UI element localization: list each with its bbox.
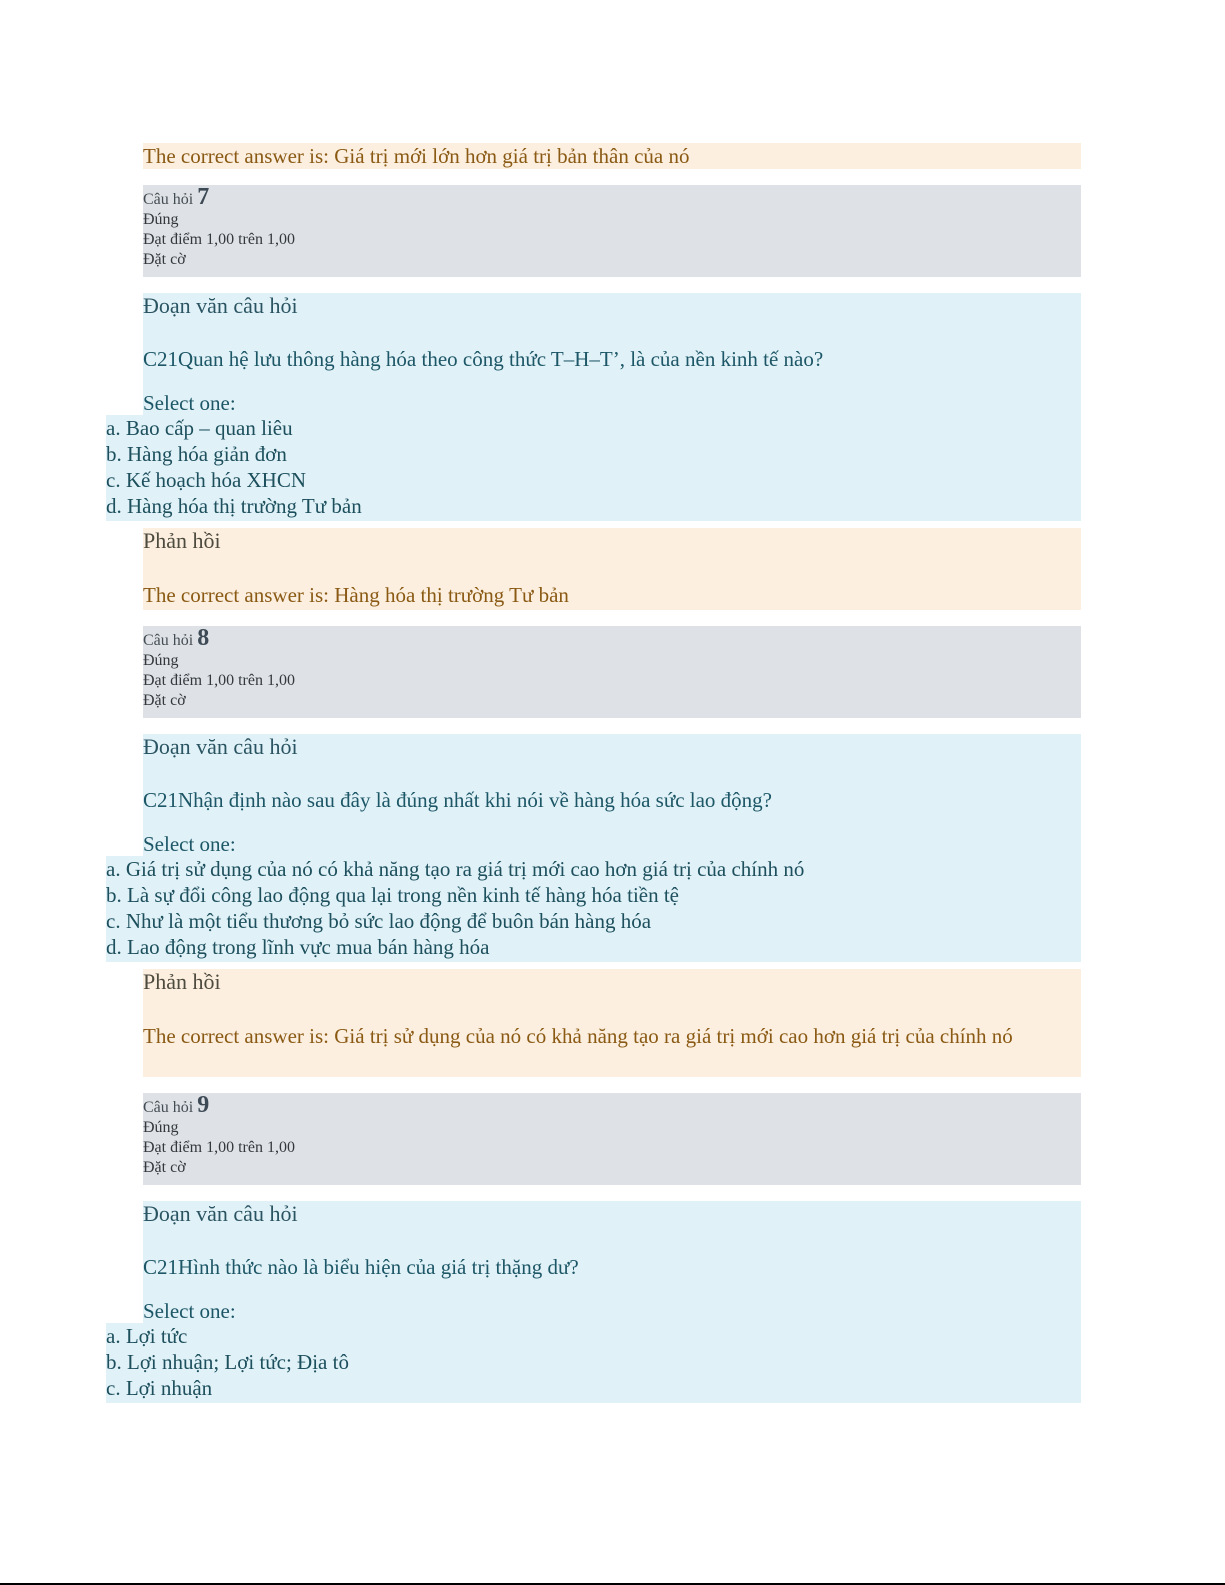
select-one-prompt: Select one: — [143, 832, 236, 856]
question-grade: Đạt điểm 1,00 trên 1,00 — [143, 1139, 295, 1156]
feedback-text: The correct answer is: Giá trị sử dụng của nó có khả năng tạo ra giá trị mới cao hơn giá trị của chính nó — [143, 1024, 1013, 1048]
answer-options — [106, 856, 1081, 962]
answer-option-b[interactable]: b. Là sự đổi công lao động qua lại trong nền kinh tế hàng hóa tiền tệ — [106, 883, 679, 907]
feedback-box-7 — [143, 528, 1081, 610]
question-state: Đúng — [143, 652, 179, 669]
question-text: C21Hình thức nào là biểu hiện của giá trị thặng dư? — [143, 1255, 579, 1279]
question-text: C21Quan hệ lưu thông hàng hóa theo công thức T–H–T’, là của nền kinh tế nào? — [143, 347, 824, 371]
answer-option-c[interactable]: c. Như là một tiểu thương bỏ sức lao động để buôn bán hàng hóa — [106, 909, 652, 933]
answer-option-b[interactable]: b. Lợi nhuận; Lợi tức; Địa tô — [106, 1350, 349, 1374]
answer-option-d[interactable]: d. Lao động trong lĩnh vực mua bán hàng hóa — [106, 935, 490, 959]
question-grade: Đạt điểm 1,00 trên 1,00 — [143, 672, 295, 689]
question-info-9 — [143, 1093, 1081, 1185]
answer-option-c[interactable]: c. Lợi nhuận — [106, 1376, 213, 1400]
answer-option-a[interactable]: a. Giá trị sử dụng của nó có khả năng tạo ra giá trị mới cao hơn giá trị của chính nó — [106, 857, 805, 881]
feedback-title: Phản hồi — [143, 969, 221, 994]
feedback-title: Phản hồi — [143, 528, 221, 553]
question-number: 8 — [197, 625, 210, 651]
question-grade: Đạt điểm 1,00 trên 1,00 — [143, 231, 295, 248]
question-label: Câu hỏi — [143, 1099, 194, 1116]
question-text-title: Đoạn văn câu hỏi — [143, 734, 298, 759]
answer-option-a[interactable]: a. Lợi tức — [106, 1324, 188, 1348]
feedback-box-prev — [143, 143, 1081, 169]
question-text-box-7 — [106, 293, 1081, 521]
feedback-box-8 — [143, 969, 1081, 1077]
question-info-7 — [143, 185, 1081, 277]
question-number-line — [143, 1092, 1081, 1118]
question-info-8 — [143, 626, 1081, 718]
question-text: C21Nhận định nào sau đây là đúng nhất khi nói về hàng hóa sức lao động? — [143, 788, 773, 812]
feedback-text: The correct answer is: Hàng hóa thị trường Tư bản — [143, 583, 569, 607]
flag-question-link[interactable]: Đặt cờ — [143, 251, 186, 268]
question-label: Câu hỏi — [143, 191, 194, 208]
answer-options — [106, 415, 1081, 521]
answer-option-b[interactable]: b. Hàng hóa giản đơn — [106, 442, 287, 466]
question-state: Đúng — [143, 211, 179, 228]
question-text-title: Đoạn văn câu hỏi — [143, 1201, 298, 1226]
question-label: Câu hỏi — [143, 632, 194, 649]
flag-question-link[interactable]: Đặt cờ — [143, 692, 186, 709]
answer-options — [106, 1323, 1081, 1403]
question-text-box-9 — [106, 1201, 1081, 1403]
answer-option-c[interactable]: c. Kế hoạch hóa XHCN — [106, 468, 307, 492]
question-number-line — [143, 625, 1081, 651]
question-text-title: Đoạn văn câu hỏi — [143, 293, 298, 318]
flag-question-link[interactable]: Đặt cờ — [143, 1159, 186, 1176]
question-state: Đúng — [143, 1119, 179, 1136]
question-number: 7 — [197, 184, 210, 210]
question-number-line — [143, 184, 1081, 210]
answer-option-a[interactable]: a. Bao cấp – quan liêu — [106, 416, 293, 440]
select-one-prompt: Select one: — [143, 1299, 236, 1323]
select-one-prompt: Select one: — [143, 391, 236, 415]
question-number: 9 — [197, 1092, 210, 1118]
question-text-box-8 — [106, 734, 1081, 962]
answer-option-d[interactable]: d. Hàng hóa thị trường Tư bản — [106, 494, 362, 518]
feedback-text: The correct answer is: Giá trị mới lớn hơn giá trị bản thân của nó — [143, 144, 690, 168]
